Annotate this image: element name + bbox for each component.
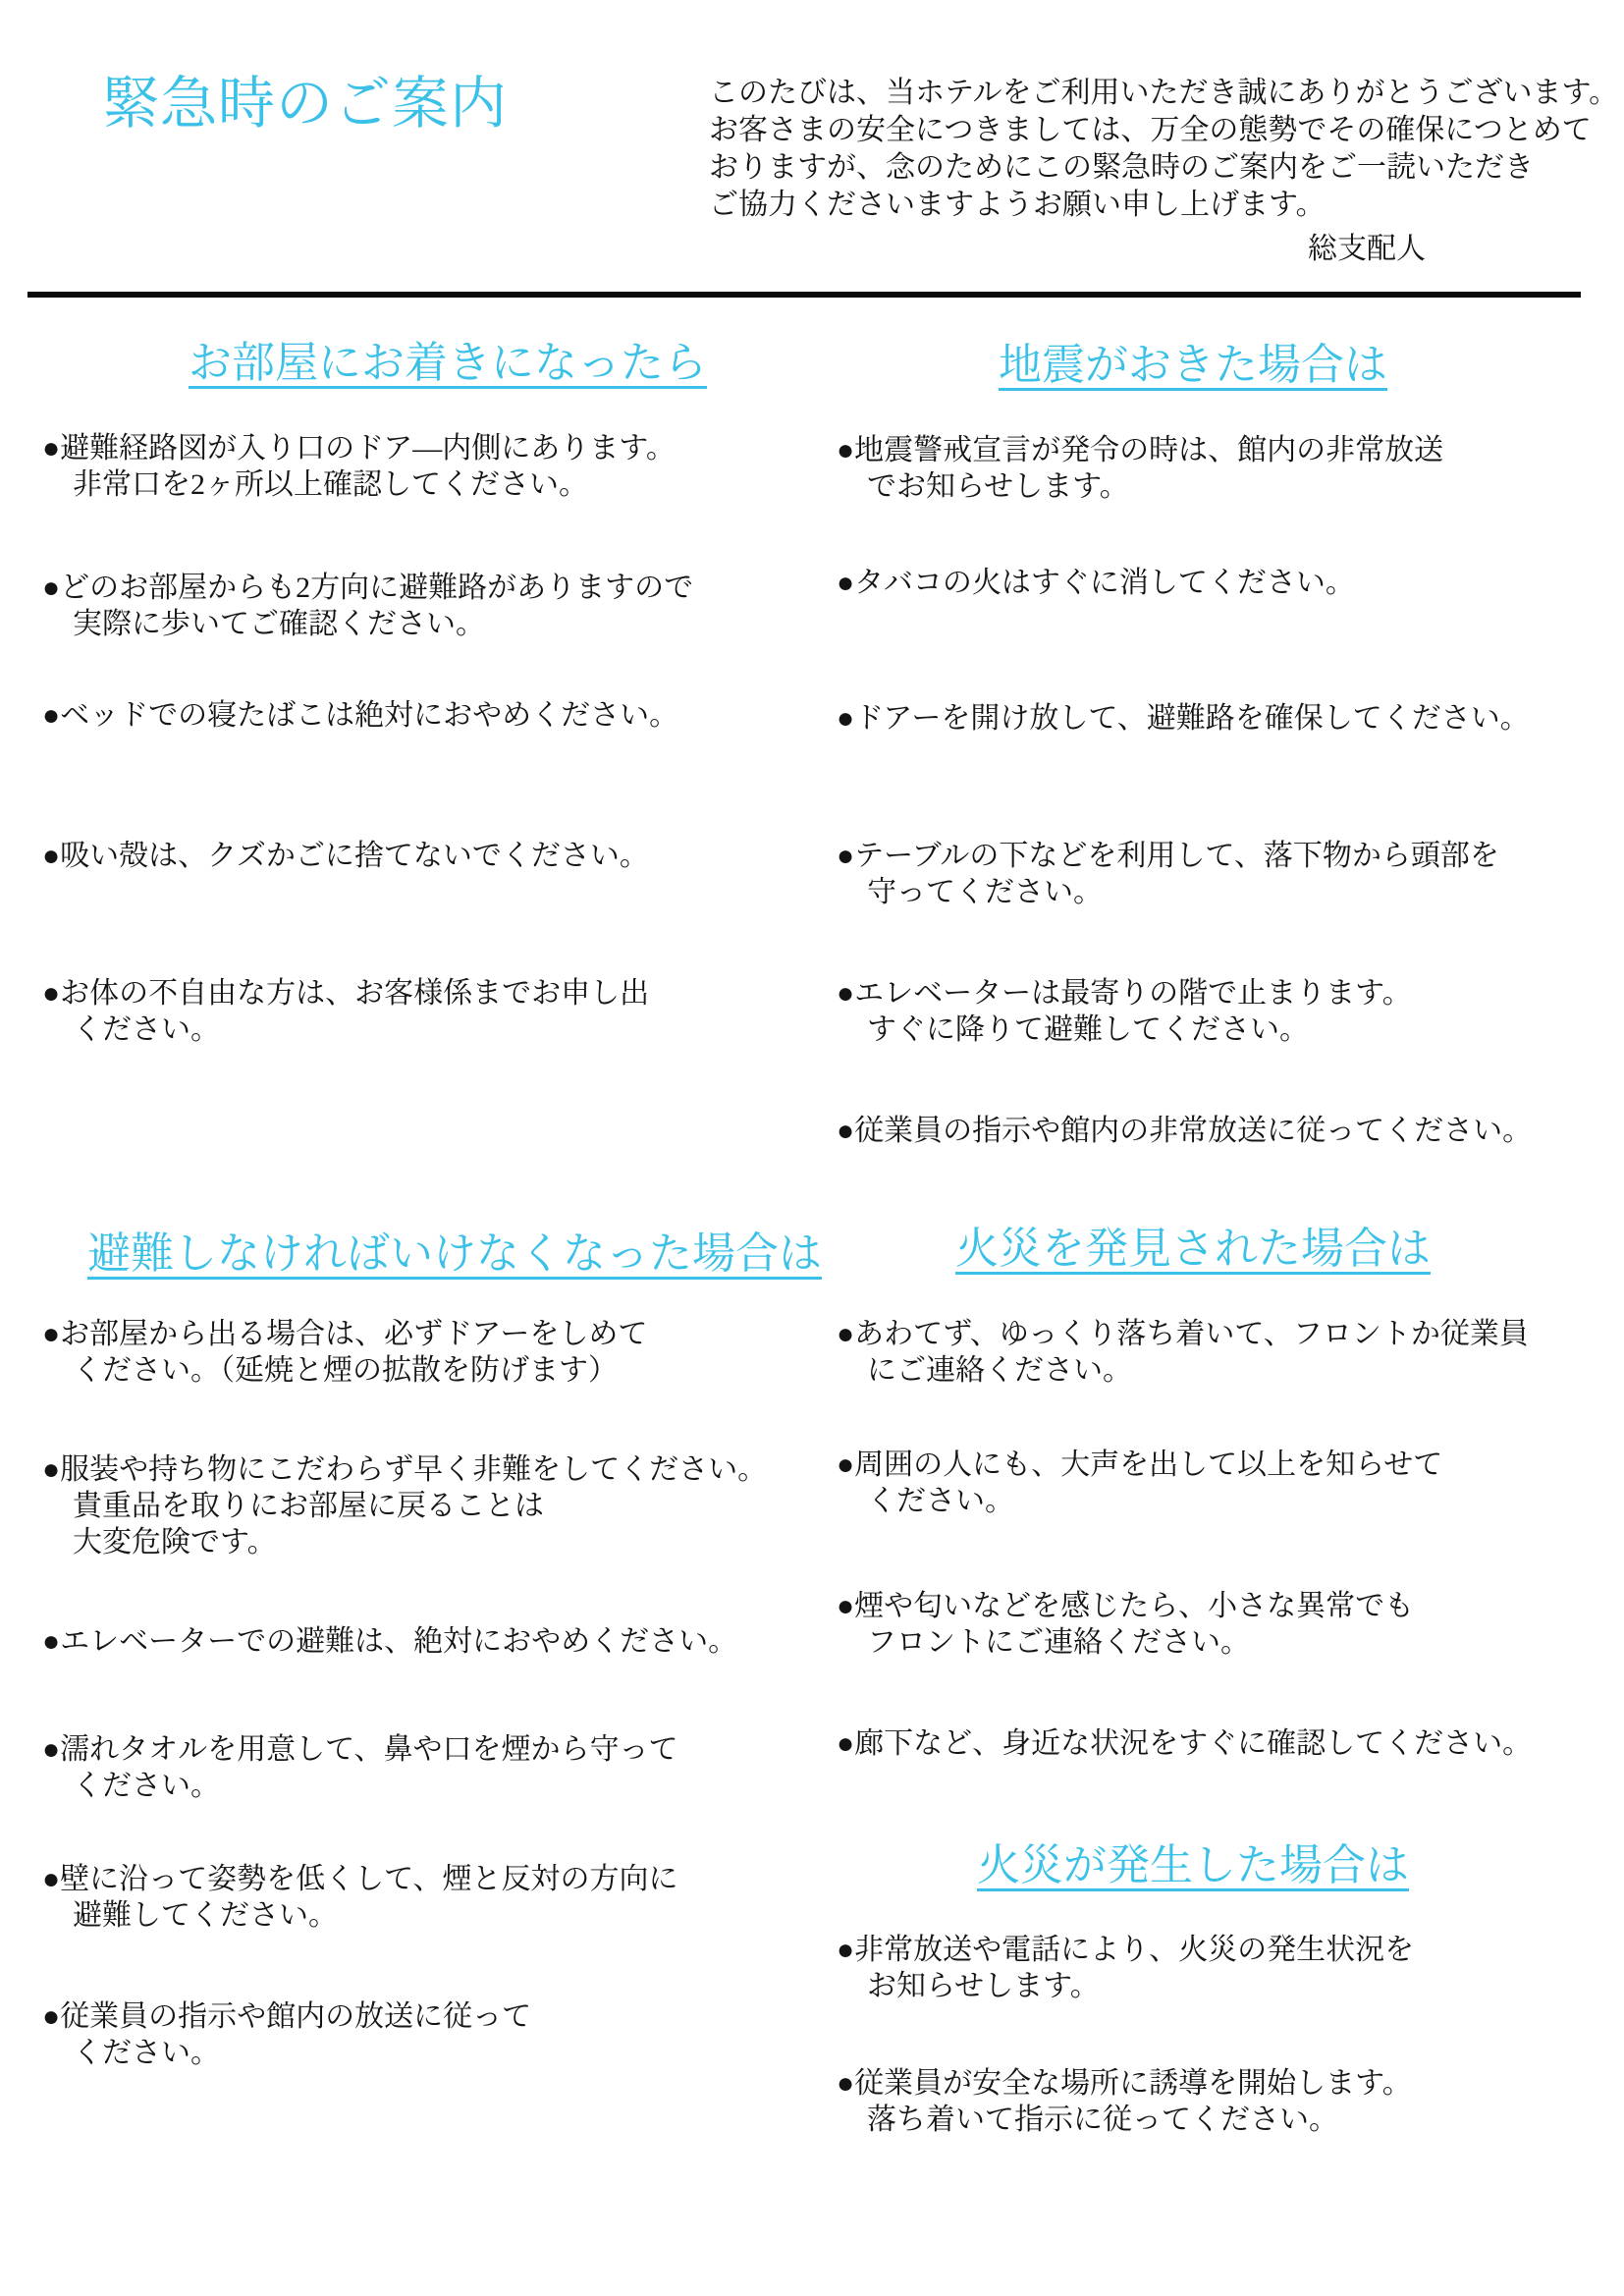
bullet-line: ●あわてず、ゆっくり落ち着いて、フロントか従業員 bbox=[837, 1318, 1529, 1350]
bullet-item bbox=[837, 700, 1595, 737]
bullet-line: ●エレベーターでの避難は、絶対におやめください。 bbox=[42, 1625, 738, 1658]
bullet-item bbox=[42, 1998, 808, 2071]
bullet-line: ください。 bbox=[73, 1013, 220, 1046]
bullet-line: 落ち着いて指示に従ってください。 bbox=[867, 2104, 1338, 2136]
bullet-item bbox=[837, 838, 1595, 910]
bullet-item bbox=[837, 1316, 1595, 1389]
bullet-line: ください。（延焼と煙の拡散を防げます） bbox=[73, 1354, 618, 1387]
bullet-line: にご連絡ください。 bbox=[867, 1354, 1132, 1387]
section-title-room-arrival: お部屋にお着きになったら bbox=[189, 339, 707, 387]
bullet-item bbox=[837, 1588, 1595, 1661]
bullet-line: ●ベッドでの寝たばこは絶対におやめください。 bbox=[42, 699, 679, 732]
right-column bbox=[837, 0, 1595, 2296]
bullet-line: ●お部屋から出る場合は、必ずドアーをしめて bbox=[42, 1318, 648, 1350]
bullet-line: ●エレベーターは最寄りの階で止まります。 bbox=[837, 977, 1412, 1010]
bullet-line: フロントにご連絡ください。 bbox=[867, 1626, 1250, 1659]
bullet-line: でお知らせします。 bbox=[867, 470, 1129, 503]
bullet-line: ください。 bbox=[73, 1770, 220, 1802]
bullet-line: ●濡れタオルを用意して、鼻や口を煙から守って bbox=[42, 1733, 678, 1766]
signature-general-manager: 総支配人 bbox=[1308, 233, 1426, 265]
intro-line: お客さまの安全につきましては、万全の態勢でその確保につとめて bbox=[709, 114, 1592, 146]
section-title-fire-occurred: 火災が発生した場合は bbox=[977, 1841, 1409, 1889]
bullet-line: ●地震警戒宣言が発令の時は、館内の非常放送 bbox=[837, 434, 1444, 466]
bullet-item bbox=[837, 1113, 1595, 1149]
bullet-line: ●どのお部屋からも2方向に避難路がありますので bbox=[42, 572, 694, 604]
bullet-line: ●廊下など、身近な状況をすぐに確認してください。 bbox=[837, 1727, 1533, 1760]
bullet-line: ●タバコの火はすぐに消してください。 bbox=[837, 567, 1355, 599]
bullet-line: 避難してください。 bbox=[73, 1899, 338, 1932]
bullet-item bbox=[42, 1451, 808, 1560]
bullet-line: ●従業員の指示や館内の非常放送に従ってください。 bbox=[837, 1115, 1533, 1147]
bullet-line: ●避難経路図が入り口のドア―内側にあります。 bbox=[42, 432, 676, 465]
bullet-line: 守ってください。 bbox=[867, 876, 1103, 908]
bullet-line: ●従業員の指示や館内の放送に従って bbox=[42, 2000, 532, 2033]
bullet-line: 実際に歩いてご確認ください。 bbox=[73, 608, 485, 640]
intro-line: このたびは、当ホテルをご利用いただき誠にありがとうございます。 bbox=[709, 77, 1619, 109]
bullet-item bbox=[42, 838, 808, 874]
bullet-line: ●従業員が安全な場所に誘導を開始します。 bbox=[837, 2067, 1412, 2100]
bullet-line: ●煙や匂いなどを感じたら、小さな異常でも bbox=[837, 1590, 1415, 1622]
bullet-line: 非常口を2ヶ所以上確認してください。 bbox=[73, 468, 588, 501]
bullet-item bbox=[837, 1725, 1595, 1762]
bullet-item bbox=[837, 565, 1595, 601]
bullet-line: すぐに降りて避難してください。 bbox=[867, 1013, 1309, 1046]
bullet-line: ●服装や持ち物にこだわらず早く非難をしてください。 bbox=[42, 1453, 768, 1486]
bullet-item bbox=[42, 975, 808, 1048]
intro-line: おりますが、念のためにこの緊急時のご案内をご一読いただき bbox=[709, 151, 1534, 184]
bullet-item bbox=[837, 2065, 1595, 2138]
bullet-item bbox=[837, 975, 1595, 1048]
section-title-fire-discovered: 火災を発見された場合は bbox=[955, 1225, 1431, 1273]
bullet-line: ●非常放送や電話により、火災の発生状況を bbox=[837, 1934, 1415, 1966]
bullet-item bbox=[42, 1861, 808, 1934]
bullet-line: ●壁に沿って姿勢を低くして、煙と反対の方向に bbox=[42, 1863, 678, 1895]
bullet-item bbox=[42, 1731, 808, 1804]
bullet-line: 貴重品を取りにお部屋に戻ることは bbox=[73, 1490, 544, 1522]
bullet-line: ください。 bbox=[867, 1485, 1014, 1517]
bullet-item bbox=[837, 1932, 1595, 2004]
left-column bbox=[42, 0, 822, 2296]
bullet-line: ●周囲の人にも、大声を出して以上を知らせて bbox=[837, 1449, 1443, 1481]
bullet-line: ください。 bbox=[73, 2037, 220, 2069]
bullet-line: ●お体の不自由な方は、お客様係までお申し出 bbox=[42, 977, 650, 1010]
bullet-item bbox=[42, 1623, 808, 1660]
bullet-line: お知らせします。 bbox=[867, 1970, 1100, 2002]
intro-line: ご協力くださいますようお願い申し上げます。 bbox=[709, 189, 1326, 221]
bullet-line: ●吸い殻は、クズかごに捨てないでください。 bbox=[42, 840, 649, 872]
bullet-item bbox=[42, 697, 808, 734]
bullet-item bbox=[42, 570, 808, 642]
bullet-line: ●ドアーを開け放して、避難路を確保してください。 bbox=[837, 702, 1530, 735]
bullet-item bbox=[837, 432, 1595, 505]
page-title: 緊急時のご案内 bbox=[102, 72, 509, 136]
bullet-item bbox=[42, 430, 808, 503]
bullet-item bbox=[42, 1316, 808, 1389]
section-title-earthquake: 地震がおきた場合は bbox=[999, 341, 1387, 389]
bullet-line: ●テーブルの下などを利用して、落下物から頭部を bbox=[837, 840, 1499, 872]
bullet-item bbox=[837, 1447, 1595, 1519]
section-title-must-evacuate: 避難しなければいけなくなった場合は bbox=[87, 1230, 822, 1278]
bullet-line: 大変危険です。 bbox=[73, 1526, 277, 1558]
